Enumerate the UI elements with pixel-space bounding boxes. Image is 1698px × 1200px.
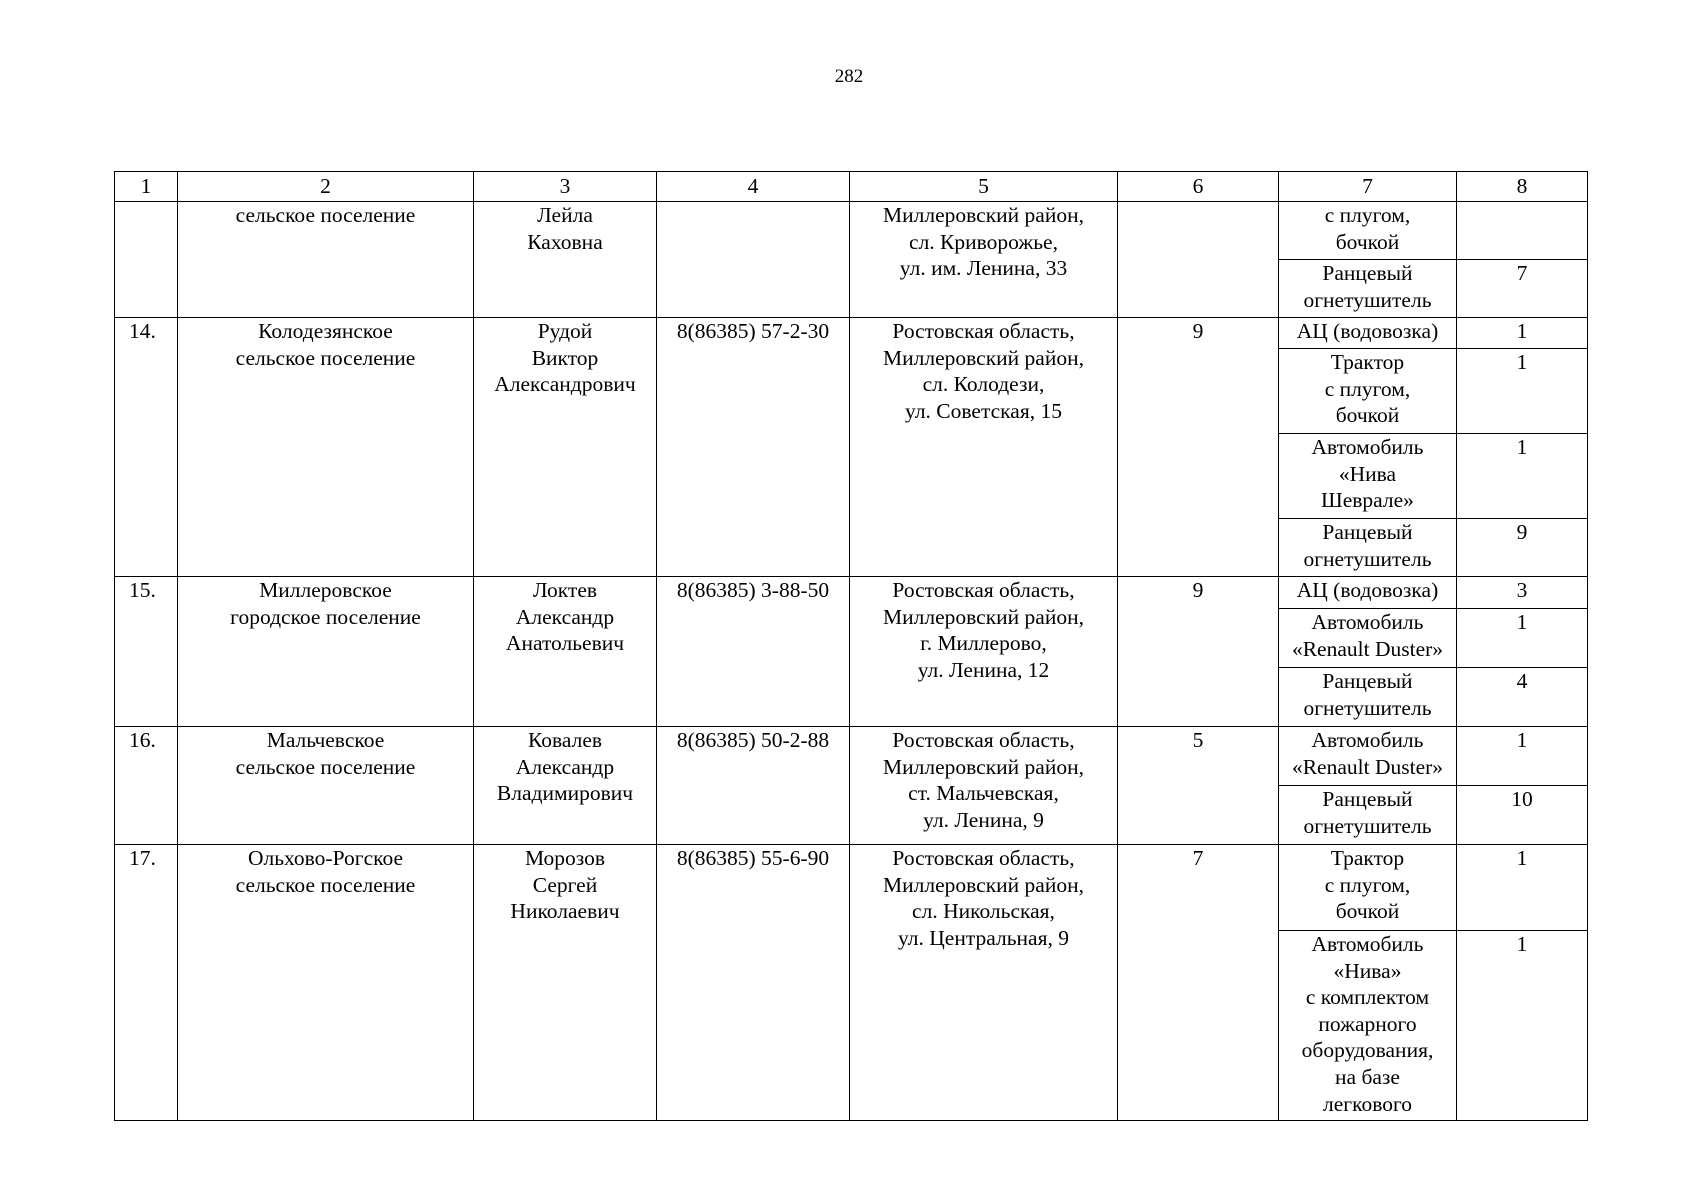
header-cell: 8 — [1457, 172, 1588, 202]
page-number: 282 — [834, 66, 864, 87]
header-cell: 1 — [115, 172, 178, 202]
equipment-cell: Ранцевый огнетушитель — [1279, 260, 1457, 318]
equipment-cell: Автомобиль «Renault Duster» — [1279, 609, 1457, 668]
count-cell: 9 — [1118, 577, 1279, 727]
count-cell: 5 — [1118, 727, 1279, 845]
head-name-cell: Локтев Александр Анатольевич — [474, 577, 657, 727]
row-number-cell: 14. — [115, 318, 178, 577]
quantity-cell: 1 — [1457, 845, 1588, 931]
equipment-cell: Автомобиль «Нива» с комплектом пожарного оборудования, на базе легкового — [1279, 931, 1457, 1121]
equipment-cell: Трактор с плугом, бочкой — [1279, 845, 1457, 931]
quantity-cell: 7 — [1457, 260, 1588, 318]
row-number-cell: 15. — [115, 577, 178, 727]
quantity-cell — [1457, 202, 1588, 260]
equipment-cell: АЦ (водовозка) — [1279, 318, 1457, 349]
row-number-cell — [115, 202, 178, 318]
table-row — [115, 845, 1588, 931]
table-row — [115, 202, 1588, 260]
phone-cell: 8(86385) 50-2-88 — [657, 727, 850, 845]
header-cell: 7 — [1279, 172, 1457, 202]
head-name-cell: Лейла Каховна — [474, 202, 657, 318]
equipment-cell: Ранцевый огнетушитель — [1279, 668, 1457, 727]
count-cell: 7 — [1118, 845, 1279, 1121]
count-cell: 9 — [1118, 318, 1279, 577]
quantity-cell: 4 — [1457, 668, 1588, 727]
equipment-cell: Ранцевый огнетушитель — [1279, 786, 1457, 845]
header-cell: 4 — [657, 172, 850, 202]
quantity-cell: 1 — [1457, 609, 1588, 668]
header-cell: 3 — [474, 172, 657, 202]
quantity-cell: 3 — [1457, 577, 1588, 609]
quantity-cell: 10 — [1457, 786, 1588, 845]
quantity-cell: 1 — [1457, 931, 1588, 1121]
quantity-cell: 1 — [1457, 727, 1588, 786]
phone-cell: 8(86385) 55-6-90 — [657, 845, 850, 1121]
settlement-cell: Колодезянское сельское поселение — [178, 318, 474, 577]
equipment-cell: Автомобиль «Нива Шеврале» — [1279, 434, 1457, 519]
equipment-table — [114, 171, 1588, 1121]
quantity-cell: 9 — [1457, 519, 1588, 577]
equipment-cell: с плугом, бочкой — [1279, 202, 1457, 260]
address-cell: Ростовская область, Миллеровский район, г. Миллерово, ул. Ленина, 12 — [850, 577, 1118, 727]
quantity-cell: 1 — [1457, 434, 1588, 519]
settlement-cell: Мальчевское сельское поселение — [178, 727, 474, 845]
address-cell: Ростовская область, Миллеровский район, сл. Никольская, ул. Центральная, 9 — [850, 845, 1118, 1121]
address-cell: Ростовская область, Миллеровский район, сл. Колодези, ул. Советская, 15 — [850, 318, 1118, 577]
settlement-cell: Миллеровское городское поселение — [178, 577, 474, 727]
phone-cell: 8(86385) 3-88-50 — [657, 577, 850, 727]
address-cell: Миллеровский район, сл. Криворожье, ул. им. Ленина, 33 — [850, 202, 1118, 318]
head-name-cell: Рудой Виктор Александрович — [474, 318, 657, 577]
table-row — [115, 727, 1588, 786]
address-cell: Ростовская область, Миллеровский район, ст. Мальчевская, ул. Ленина, 9 — [850, 727, 1118, 845]
header-cell: 2 — [178, 172, 474, 202]
header-cell: 6 — [1118, 172, 1279, 202]
quantity-cell: 1 — [1457, 318, 1588, 349]
settlement-cell: Ольхово-Рогское сельское поселение — [178, 845, 474, 1121]
settlement-cell: сельское поселение — [178, 202, 474, 318]
head-name-cell: Морозов Сергей Николаевич — [474, 845, 657, 1121]
row-number-cell: 16. — [115, 727, 178, 845]
phone-cell — [657, 202, 850, 318]
head-name-cell: Ковалев Александр Владимирович — [474, 727, 657, 845]
header-cell: 5 — [850, 172, 1118, 202]
table-row — [115, 318, 1588, 349]
phone-cell: 8(86385) 57-2-30 — [657, 318, 850, 577]
count-cell — [1118, 202, 1279, 318]
equipment-cell: Автомобиль «Renault Duster» — [1279, 727, 1457, 786]
quantity-cell: 1 — [1457, 349, 1588, 434]
table-header-row — [115, 172, 1588, 202]
equipment-cell: АЦ (водовозка) — [1279, 577, 1457, 609]
equipment-cell: Трактор с плугом, бочкой — [1279, 349, 1457, 434]
table-row — [115, 577, 1588, 609]
row-number-cell: 17. — [115, 845, 178, 1121]
equipment-cell: Ранцевый огнетушитель — [1279, 519, 1457, 577]
